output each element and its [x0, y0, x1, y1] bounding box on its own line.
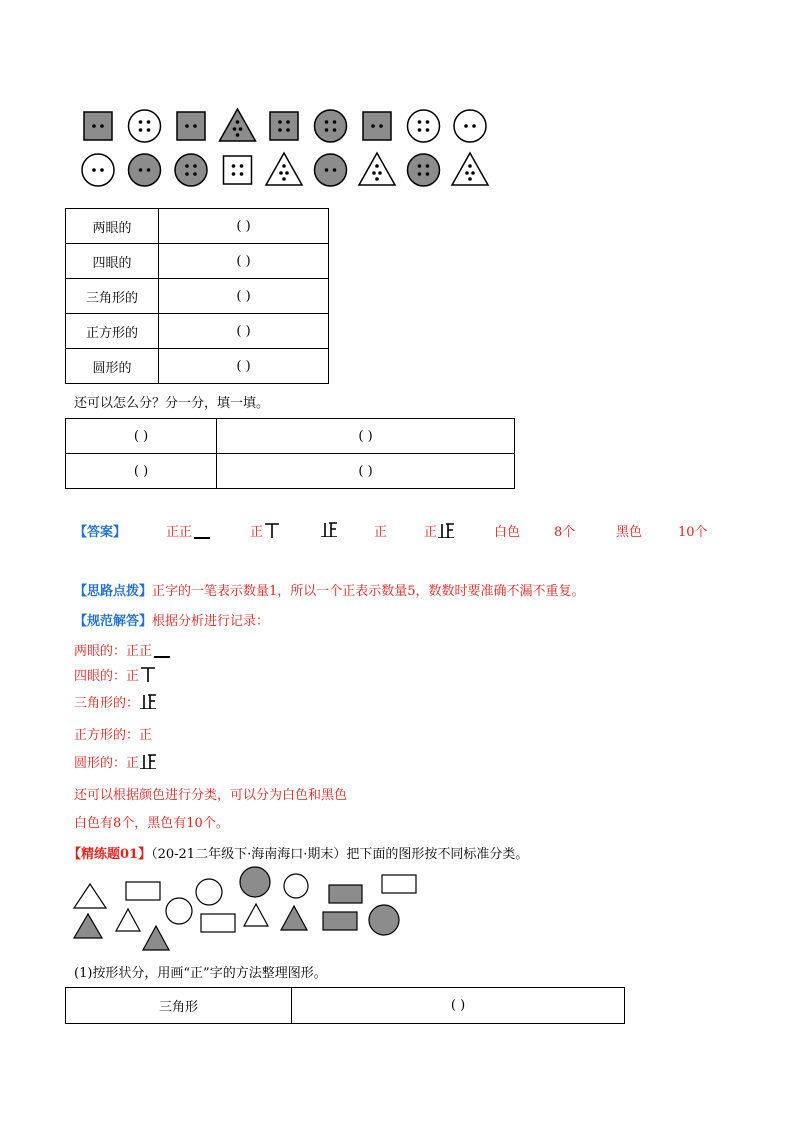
question-1: (1)按形状分，用画“正”字的方法整理图形。: [74, 966, 327, 981]
button-hole: [139, 168, 143, 172]
button-hole: [233, 127, 237, 131]
button-hole: [282, 164, 286, 168]
button-hole: [468, 177, 472, 181]
button-hole: [371, 124, 375, 128]
rectangle-white: [126, 882, 160, 900]
triangle-gray: [74, 914, 102, 938]
table1-label: 四眼的: [66, 244, 159, 279]
button-hole: [278, 128, 282, 132]
button-hole: [464, 124, 468, 128]
button-hole: [232, 164, 236, 168]
button-hole: [418, 120, 422, 124]
hint-label: 【思路点拨】: [74, 584, 153, 599]
rectangle-white: [201, 914, 235, 932]
solution-label: 【规范解答】: [74, 614, 153, 629]
button-hole: [282, 177, 286, 181]
circle-white: [284, 874, 308, 898]
button-hole: [286, 128, 290, 132]
button-hole: [375, 177, 379, 181]
button-hole: [193, 164, 197, 168]
table2-blank: ( ): [66, 454, 217, 489]
button-circle: [315, 154, 347, 186]
button-hole: [236, 120, 240, 124]
table2-blank: ( ): [217, 454, 515, 489]
button-hole: [426, 120, 430, 124]
table1-blank: ( ): [159, 349, 329, 384]
triangle-gray: [143, 926, 169, 950]
button-hole: [333, 120, 337, 124]
table1-blank: ( ): [159, 279, 329, 314]
answer-item-6: 白色: [494, 525, 521, 540]
prompt-other-classification: 还可以怎么分？分一分，填一填。: [74, 396, 270, 411]
button-hole: [418, 164, 422, 168]
button-circle: [408, 110, 440, 142]
button-hole: [240, 164, 244, 168]
button-hole: [147, 120, 151, 124]
button-hole: [325, 128, 329, 132]
table1-label: 圆形的: [66, 349, 159, 384]
button-square: [224, 156, 252, 184]
answer-item-1: 正正: [166, 521, 210, 540]
answer-item-3: [320, 521, 338, 539]
circle-white: [196, 879, 222, 905]
button-hole: [100, 168, 104, 172]
triangle-white: [74, 884, 106, 908]
hint-text: 正字的一笔表示数量1，所以一个正表示数量5，数数时要准确不漏不重复。: [152, 584, 585, 599]
button-hole: [333, 128, 337, 132]
rectangle-gray: [329, 885, 362, 903]
table1-row: [66, 209, 329, 244]
button-hole: [426, 164, 430, 168]
button-hole: [378, 171, 382, 175]
button-hole: [418, 172, 422, 176]
record-square: 正方形的：正: [74, 728, 153, 743]
table1-row: [66, 349, 329, 384]
button-hole: [92, 124, 96, 128]
table1-blank: ( ): [159, 209, 329, 244]
answer-item-2: 正: [250, 521, 281, 540]
record-two-holes: 两眼的：正正: [74, 640, 170, 659]
hint-line: [74, 580, 585, 599]
button-square: [363, 112, 391, 140]
table2-blank: ( ): [217, 419, 515, 454]
button-hole: [100, 124, 104, 128]
button-hole: [286, 120, 290, 124]
record-triangle: 三角形的：: [74, 692, 157, 711]
table1-row: [66, 314, 329, 349]
button-hole: [372, 171, 376, 175]
shape-tally-table: [65, 987, 625, 1024]
exercise-line: [68, 843, 528, 862]
color-count-line: 白色有8个，黑色有10个。: [74, 816, 229, 831]
button-hole: [92, 168, 96, 172]
record-circle: 圆形的：正: [74, 752, 157, 771]
button-hole: [185, 172, 189, 176]
circle-gray: [240, 867, 270, 897]
answer-item-8: 黑色: [616, 525, 643, 540]
table3-label: 三角形: [66, 988, 292, 1024]
button-hole: [139, 120, 143, 124]
button-hole: [285, 171, 289, 175]
button-hole: [325, 120, 329, 124]
table2-row: [66, 419, 515, 454]
button-hole: [240, 172, 244, 176]
table1-label: 三角形的: [66, 279, 159, 314]
button-hole: [232, 172, 236, 176]
rectangle-gray: [323, 912, 357, 930]
button-circle: [454, 110, 486, 142]
triangle-gray: [281, 906, 307, 930]
record-four-holes: 四眼的：正: [74, 665, 157, 684]
answer-item-7: 8个: [554, 525, 576, 540]
button-hole: [333, 168, 337, 172]
answer-line: [74, 521, 774, 541]
rectangle-white: [382, 875, 416, 893]
other-classification-table: [65, 418, 515, 489]
table1-label: 两眼的: [66, 209, 159, 244]
table1-blank: ( ): [159, 244, 329, 279]
button-circle: [175, 154, 207, 186]
button-hole: [465, 171, 469, 175]
answer-item-9: 10个: [678, 525, 708, 540]
button-hole: [468, 164, 472, 168]
button-hole: [239, 127, 243, 131]
exercise-shapes-figure: [70, 862, 430, 952]
button-circle: [82, 154, 114, 186]
exercise-text: （20-21二年级下·海南海口·期末）把下面的图形按不同标准分类。: [151, 847, 529, 862]
button-hole: [426, 172, 430, 176]
button-hole: [379, 124, 383, 128]
button-circle: [129, 110, 161, 142]
solution-line: [74, 610, 269, 629]
button-hole: [426, 128, 430, 132]
button-circle: [129, 154, 161, 186]
button-shapes-figure: [70, 100, 510, 192]
triangle-white: [244, 904, 268, 926]
button-hole: [193, 172, 197, 176]
button-hole: [471, 171, 475, 175]
button-square: [270, 112, 298, 140]
triangle-white: [116, 909, 140, 931]
table3-blank: ( ): [292, 988, 625, 1024]
answer-item-5: 正: [424, 521, 455, 540]
button-hole: [472, 124, 476, 128]
button-hole: [418, 128, 422, 132]
answer-item-4: 正: [374, 525, 388, 540]
button-hole: [375, 164, 379, 168]
button-square: [177, 112, 205, 140]
table1-label: 正方形的: [66, 314, 159, 349]
solution-text: 根据分析进行记录：: [152, 614, 270, 629]
color-classification-line: 还可以根据颜色进行分类，可以分为白色和黑色: [74, 788, 348, 803]
button-hole: [325, 168, 329, 172]
table1-row: [66, 279, 329, 314]
button-hole: [185, 164, 189, 168]
button-hole: [185, 124, 189, 128]
classification-table: [65, 208, 329, 384]
table2-blank: ( ): [66, 419, 217, 454]
button-circle: [408, 154, 440, 186]
button-hole: [139, 128, 143, 132]
button-hole: [278, 120, 282, 124]
button-hole: [147, 168, 151, 172]
button-circle: [315, 110, 347, 142]
circle-gray: [369, 905, 399, 935]
button-hole: [279, 171, 283, 175]
exercise-label: 【精练题01】: [68, 847, 152, 862]
button-hole: [147, 128, 151, 132]
button-hole: [236, 133, 240, 137]
table2-row: [66, 454, 515, 489]
circle-white: [166, 898, 192, 924]
answer-label: 【答案】: [74, 525, 127, 540]
table1-blank: ( ): [159, 314, 329, 349]
button-hole: [193, 124, 197, 128]
button-square: [84, 112, 112, 140]
table1-row: [66, 244, 329, 279]
